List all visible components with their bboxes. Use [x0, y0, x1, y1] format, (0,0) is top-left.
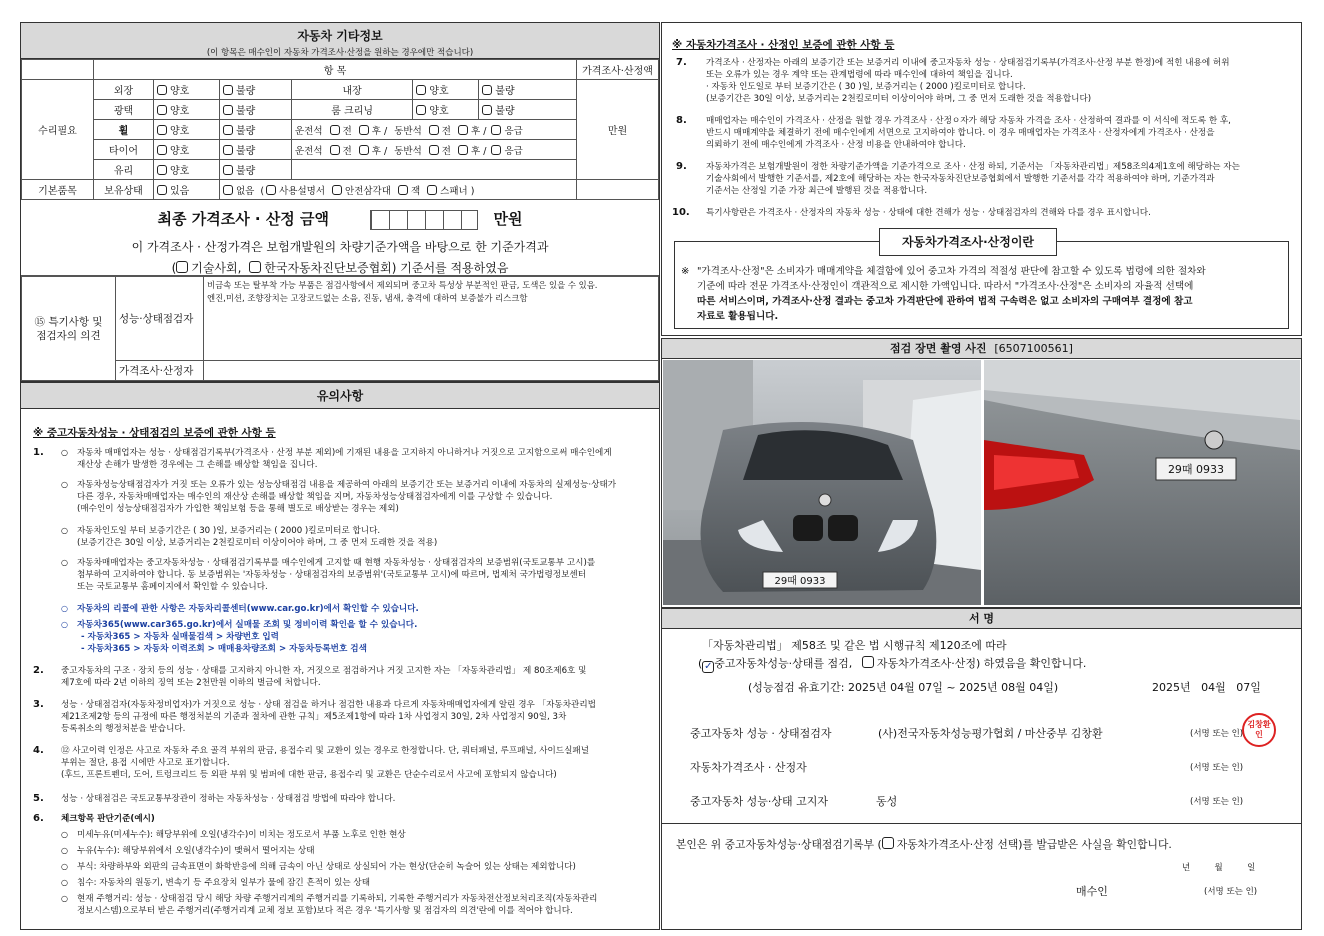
front-car-photo: [663, 360, 981, 605]
special-text2: 엔진,미션, 조향장치는 고장코드없는 소음, 진동, 냄새, 충격에 대하여 보증불가 리스크함: [207, 293, 528, 303]
final-price-block: 최종 가격조사 · 산정 금액 만원 이 가격조사 · 산정가격은 보험개발원의 차량기준가액을 바탕으로 한 기준가격과 ( 기술사회, 한국자동차진단보증협회) 기준서를 적용하였음: [21, 200, 659, 276]
other-info-header: [21, 23, 659, 59]
tire-driver-front-checkbox[interactable]: [330, 145, 340, 155]
buyer-confirm: 본인은 위 중고자동차성능·상태점검기록부 ( 자동차가격조사·산정 선택)를 발급받은 사실을 확인합니다.: [676, 838, 1172, 851]
buyer-date: 년 월 일: [1182, 863, 1256, 873]
tire-bad-checkbox[interactable]: [223, 145, 233, 155]
row-roomclean: 룸 크리닝: [292, 100, 413, 120]
glass-good-checkbox[interactable]: [157, 165, 167, 175]
price-definition-title: 자동차가격조사·산정이란: [879, 228, 1057, 256]
notes-panel: [20, 382, 660, 930]
wheel-bad-checkbox[interactable]: [223, 125, 233, 135]
tire-passenger-front-checkbox[interactable]: [429, 145, 439, 155]
recall-link[interactable]: 자동차의 리콜에 관한 사항은 자동차리콜센터(www.car.go.kr)에서 확인할 수 있습니다.: [77, 604, 419, 614]
buyer-sign-hint: (서명 또는 인): [1204, 887, 1258, 897]
notifier-sign-hint: (서명 또는 인): [1190, 797, 1244, 807]
row-tire: 타이어: [94, 140, 154, 160]
wheel-emergency-checkbox[interactable]: [491, 125, 501, 135]
price-assessor-sign-hint: (서명 또는 인): [1190, 763, 1244, 773]
interior-good-checkbox[interactable]: [416, 85, 426, 95]
row-gloss: 광택: [94, 100, 154, 120]
photo-header: [662, 339, 1301, 359]
wheel-good-checkbox[interactable]: [157, 125, 167, 135]
basic-group-label: 기본품목: [22, 180, 94, 200]
special-text1: 비금속 또는 탈부착 가능 부품은 점검사항에서 제외되며 중고차 특성상 부분적인 판금, 도색은 있을 수 있음.: [207, 280, 598, 290]
triangle-checkbox[interactable]: [332, 185, 342, 195]
wheel-driver-front-checkbox[interactable]: [330, 125, 340, 135]
car365-link[interactable]: 자동차365(www.car365.go.kr)에서 실매물 조회 및 정비이력 확인을 할 수 있습니다.: [77, 620, 418, 630]
repair-table: 항 목 가격조사·산정액 수리필요 외장 양호 불량 내장 양호 불량 만원 광택 양호 불량 룸 크리닝 양호 불량 휠 양호 불량 운전석 전 후 / 동반석 전 후 / 응급 타이어 양호 불량 운전석 전 후 / 동반석 전 후 / 응급 유리 양호 불량 기본품목 보유상태 있음 없음 ( 사용설명서 안전삼각대 잭 스패너 ): [21, 59, 659, 200]
photo-id: [6507100561]: [994, 342, 1073, 355]
front-plate-text: 29때 0933: [774, 576, 826, 587]
sign-law: 「자동차관리법」 제58조 및 같은 법 시행규칙 제120조에 따라: [702, 639, 1007, 652]
price-definition-box: 자동차가격조사·산정이란 ※ "가격조사·산정"은 소비자가 매매계약을 체결함에 있어 중고차 가격의 적절성 판단에 참고할 수 있도록 법령에 의한 절차와 기준에 따라 전문 가격조사·산정인이 객관적으로 제시한 가액입니다. 따라서 "가격조사·산정"은 소비자의 자율적 선택에 따른 서비스이며, 가격조사·산정 결과는 중고차 가격판단에 관하여 법적 구속력은 없고 소비자의 구매여부 결정에 참고 자료로 활용됩니다.: [674, 241, 1289, 329]
seal-text: 김창환인: [1247, 720, 1271, 739]
wheel-passenger-rear-checkbox[interactable]: [458, 125, 468, 135]
inspector-sign-hint: (서명 또는 인): [1190, 729, 1244, 739]
special-label2: 점검자의 의견: [36, 329, 101, 342]
front-car-image: [663, 360, 981, 605]
row-items: 보유상태: [94, 180, 154, 200]
roomclean-good-checkbox[interactable]: [416, 105, 426, 115]
wheel-passenger-front-checkbox[interactable]: [429, 125, 439, 135]
tire-good-checkbox[interactable]: [157, 145, 167, 155]
sign-panel: 서 명 「자동차관리법」 제58조 및 같은 법 시행규칙 제120조에 따라 ( ✓ 중고자동차성능·상태를 점검, 자동차가격조사·산정) 하였음을 확인합니다. (성능점검 유효기간: 2025년 04월 07일 ~ 2025년 08월 04일) 2025년 04월 07일 중고자동차 성능 · 상태점검자 (사)전국자동차성능평가협회 / 마산중부 김창환 (서명 또는 인) 김창환인 자동차가격조사 · 산정자 (서명 또는 인) 중고자동차 성능·상태 고지자 동성 (서명 또는 인) 본인은 위 중고자동차성능·상태점검기록부 ( 자동차가격조사·산정 선택)를 발급받은 사실을 확인합니다. 년 월 일 매수인 (서명 또는 인): [661, 608, 1302, 930]
gloss-bad-checkbox[interactable]: [223, 105, 233, 115]
glass-bad-checkbox[interactable]: [223, 165, 233, 175]
manual-checkbox[interactable]: [266, 185, 276, 195]
exterior-good-checkbox[interactable]: [157, 85, 167, 95]
buyer-label: 매수인: [1076, 885, 1108, 898]
spanner-checkbox[interactable]: [427, 185, 437, 195]
price-guarantee-title: ※ 자동차가격조사 · 산정인 보증에 관한 사항 등: [672, 39, 895, 51]
other-info-subtitle: (이 항목은 매수인이 자동차 가격조사·산정을 원하는 경우에만 적습니다): [206, 48, 474, 58]
price-row-label: 가격조사·산정자: [116, 361, 204, 381]
final-price-unit: 만원: [493, 210, 523, 228]
notes-body: ※ 중고자동차성능 · 상태점검의 보증에 관한 사항 등 1. ○ 자동차 매매업자는 성능 · 상태점검기록부(가격조사 · 산정 부분 제외)에 기재된 내용을 고지하지 아니하거나 거짓으로 고지함으로써 매수인에게 재산상 손해가 발생한 경우에는 그 손해를 배상할 책임을 집니다. ○ 자동차성능상태점검자가 거짓 또는 오류가 있는 성능상태점검 내용을 제공하여 아래의 보증기간 또는 보증거리 이내에 자동차의 실제성능·상태가 다른 경우, 자동차매매업자는 매수인의 재산상 손해를 배상할 책임을 지며, 자동차성능상태점검자에게 이를 구상할 수 있습니다. (매수인이 성능상태점검자가 가입한 책임보험 등을 통해 별도로 배상받는 경우는 제외) ○ 자동차인도일 부터 보증기간은 ( 30 )일, 보증거리는 ( 2000 )킬로미터로 합니다. (보증기간은 30일 이상, 보증거리는 2천킬로미터 이상이어야 하며, 그 중 먼저 도래한 것을 적용) ○ 자동차매매업자는 중고자동차성능 · 상태점검기록부를 매수인에게 고지할 때 현행 자동차성능 · 상태점검자의 보증범위(국토교통부 고시)를 첨부하여 고지하여야 합니다. 동 보증범위는 '자동차성능 · 상태점검자의 보증범위'(국토교통부 고시)에 따르며, 법제처 국가법령정보센터 또는 국토교통부 홈페이지에서 확인할 수 있습니다. ○ 자동차의 리콜에 관한 사항은 자동차리콜센터(www.car.go.kr)에서 확인할 수 있습니다. ○ 자동차365(www.car365.go.kr)에서 실매물 조회 및 정비이력 확인을 할 수 있습니다. - 자동차365 > 자동차 실매물검색 > 차량번호 입력 - 자동차365 > 자동차 이력조회 > 매매용차량조회 > 자동차등록번호 검색 2. 중고자동차의 구조 · 장치 등의 성능 · 상태를 고지하지 아니한 자, 거짓으로 점검하거나 거짓 고지한 자는 「자동차관리법」 제 80조제6호 및 제7호에 따라 2년 이하의 징역 또는 2천만원 이하의 벌금에 처합니다. 3. 성능 · 상태점검자(자동차정비업자)가 거짓으로 성능 · 상태 점검을 하거나 점검한 내용과 다르게 자동차매매업자에게 알린 경우 「자동차관리법 제21조제2항 등의 규정에 따른 행정처분의 기준과 절차에 관한 규칙」제5조제1항에 따라 1차 사업정지 30일, 2차 사업정지 90일, 3차 등록취소의 행정처분을 받습니다. 4. ⑫ 사고이력 인정은 사고로 자동차 주요 골격 부위의 판금, 용접수리 및 교환이 있는 경우로 한정합니다. 단, 쿼터패널, 루프패널, 사이드실패널 부위는 절단, 용접 시에만 사고로 표기합니다. (후드, 프론트펜더, 도어, 트렁크리드 등 외판 부위 및 범퍼에 대한 판금, 용접수리 및 교환은 단순수리로서 사고에 포함되지 않습니다) 5. 성능 · 상태점검은 국토교통부장관이 정하는 자동차성능 · 상태점검 방법에 따라야 합니다. 6. 체크항목 판단기준(예시) ○ 미세누유(미세누수): 해당부위에 오일(냉각수)이 비치는 정도로서 부품 노후로 인한 현상 ○ 누유(누수): 해당부위에서 오일(냉각수)이 맺혀서 떨어지는 상태 ○ 부식: 차량하부와 외판의 금속표면이 화학반응에 의해 금속이 아닌 상태로 상실되어 가는 현상(단순히 녹슬어 있는 상태는 제외합니다) ○ 침수: 자동차의 원동기, 변속기 등 주요장치 일부가 물에 잠긴 흔적이 있는 상태 ○ 현재 주행거리: 성능 · 상태점검 당시 해당 차량 주행거리계의 주행거리를 기록하되, 기록한 주행거리가 자동차전산정보처리조직(자동차관리 정보시스템)으로부터 받은 주행거리(주행거리계 교체 정보 포함)보다 적은 경우 '특기사항 및 점검자의 의견'란에 이를 적어야 합니다.: [21, 409, 659, 929]
official-seal: [1242, 713, 1276, 747]
notifier-label: 중고자동차 성능·상태 고지자: [690, 795, 829, 808]
wheel-driver-rear-checkbox[interactable]: [359, 125, 369, 135]
gloss-good-checkbox[interactable]: [157, 105, 167, 115]
notes-header: 유의사항: [21, 383, 659, 409]
price-header: 가격조사·산정액: [577, 60, 659, 80]
other-info-panel: [20, 22, 660, 382]
interior-bad-checkbox[interactable]: [482, 85, 492, 95]
tire-emergency-checkbox[interactable]: [491, 145, 501, 155]
other-info-title: 자동차 기타정보: [297, 29, 383, 43]
price-guarantee-panel: ※ 자동차가격조사 · 산정인 보증에 관한 사항 등 7. 가격조사 · 산정자는 아래의 보증기간 또는 보증거리 이내에 중고자동차 성능 · 상태점검기록부(가격조사·산정 부분 한정)에 적힌 내용에 허위 또는 오류가 있는 경우 계약 또는 관계법령에 따라 매수인에 대하여 책임을 집니다. · 자동차 인도일로 부터 보증기간은 ( 30 )일, 보증거리는 ( 2000 )킬로미터로 합니다. (보증기간은 30일 이상, 보증거리는 2천킬로미터 이상이어야 하며, 그 중 먼저 도래한 것을 적용합니다) 8. 매매업자는 매수인이 가격조사 · 산정을 원할 경우 가격조사 · 산정ㅇ자가 해당 자동차 가격을 조사 · 산정하여 결과를 이 서식에 적도록 한 후, 반드시 매매계약을 체결하기 전에 매수인에게 서면으로 고지하여야 합니다. 이 경우 매매업자는 가격조사 · 산정자에게 가격조사 · 산정을 의뢰하기 전에 매수인에게 가격조사 · 산정 비용을 안내하여야 합니다. 9. 자동차가격은 보험개발원이 정한 차량기준가액을 기준가격으로 조사 · 산정 하되, 기준서는 「자동차관리법」제58조의4제1호에 해당하는 자는 기술사회에서 발행한 기준서를, 제2호에 해당하는 자는 한국자동차진단보증협회에서 발행한 기준서를 각각 적용하여야 하며, 기준가격과 기준서는 산정일 기준 가장 최근에 발행된 것을 적용합니다. 10. 특기사항란은 가격조사 · 산정자의 자동차 성능 · 상태에 대한 견해가 성능 · 상태점검자의 견해와 다를 경우 표시합니다. 자동차가격조사·산정이란 ※ "가격조사·산정"은 소비자가 매매계약을 체결함에 있어 중고차 가격의 적절성 판단에 참고할 수 있도록 법령에 의한 절차와 기준에 따라 전문 가격조사·산정인이 객관적으로 제시한 가액입니다. 따라서 "가격조사·산정"은 소비자의 자율적 선택에 따른 서비스이며, 가격조사·산정 결과는 중고차 가격판단에 관하여 법적 구속력은 없고 소비자의 구매여부 결정에 참고 자료로 활용됩니다.: [661, 22, 1302, 336]
roomclean-bad-checkbox[interactable]: [482, 105, 492, 115]
rear-plate-text: 29때 0933: [1167, 463, 1225, 476]
final-price-boxes[interactable]: [370, 210, 478, 230]
sign-divider: [662, 823, 1301, 824]
repair-group-label: 수리필요: [22, 80, 94, 180]
price-opinion-field[interactable]: [204, 361, 659, 381]
notes-section-title: ※ 중고자동차성능 · 상태점검의 보증에 관한 사항 등: [33, 427, 276, 439]
repair-manwon: 만원: [577, 80, 659, 180]
notifier-name: 동성: [876, 795, 898, 808]
rear-car-photo: [984, 360, 1300, 605]
sign-header: 서 명: [662, 609, 1301, 629]
items-none-checkbox[interactable]: [223, 185, 233, 195]
rear-car-image: [984, 360, 1300, 605]
row-exterior: 외장: [94, 80, 154, 100]
basis-tech-checkbox[interactable]: [176, 261, 188, 273]
tire-passenger-rear-checkbox[interactable]: [458, 145, 468, 155]
row-glass: 유리: [94, 160, 154, 180]
sign-date: 2025년 04월 07일: [1152, 681, 1261, 694]
final-price-label: 최종 가격조사 · 산정 금액: [157, 210, 330, 228]
item-header: 항 목: [94, 60, 577, 80]
inspector-name: (사)전국자동차성능평가협회 / 마산중부 김창환: [878, 727, 1103, 740]
exterior-bad-checkbox[interactable]: [223, 85, 233, 95]
check-performance-checkbox[interactable]: ✓: [704, 661, 713, 672]
price-assessor-label: 자동차가격조사 · 산정자: [690, 761, 807, 774]
items-has-checkbox[interactable]: [157, 185, 167, 195]
buyer-price-checkbox[interactable]: [882, 837, 894, 849]
jack-checkbox[interactable]: [398, 185, 408, 195]
check-price-checkbox[interactable]: [862, 656, 874, 668]
inspector-label: 중고자동차 성능 · 상태점검자: [690, 727, 832, 740]
row-interior: 내장: [292, 80, 413, 100]
basis-assoc-checkbox[interactable]: [249, 261, 261, 273]
inspector-row-label: 성능·상태점검자: [116, 277, 204, 361]
special-label1: ⑮ 특기사항 및: [34, 315, 103, 328]
basis-line1: 이 가격조사 · 산정가격은 보험개발원의 차량기준가액을 바탕으로 한 기준가격과: [131, 239, 549, 254]
tire-driver-rear-checkbox[interactable]: [359, 145, 369, 155]
row-wheel: 휠: [94, 120, 154, 140]
photo-title: 점검 장면 촬영 사진: [890, 342, 987, 355]
validity-period: (성능점검 유효기간: 2025년 04월 07일 ~ 2025년 08월 04일): [748, 681, 1059, 694]
special-table: [21, 276, 659, 381]
